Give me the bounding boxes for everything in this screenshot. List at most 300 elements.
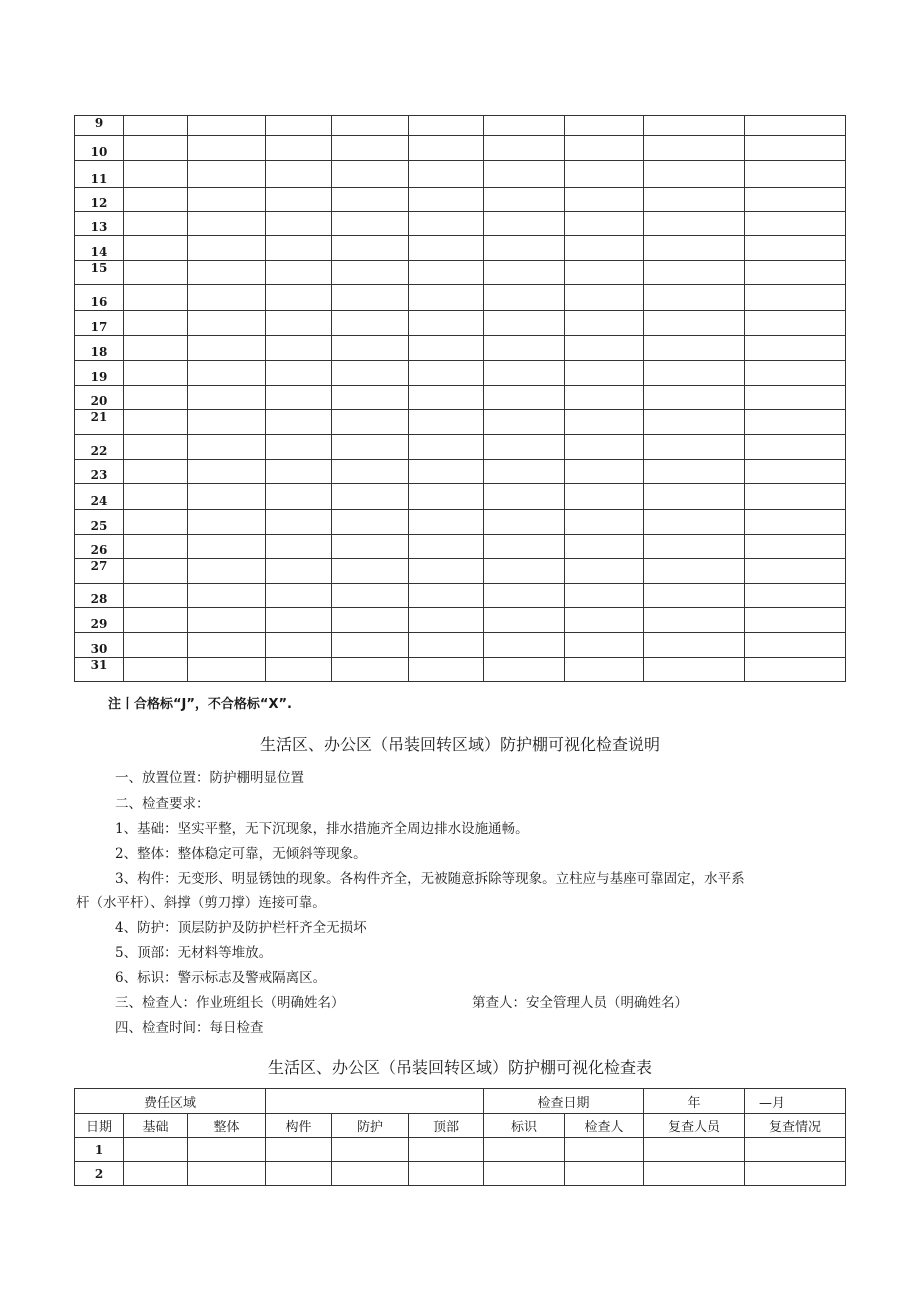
- check-cell[interactable]: [409, 116, 484, 136]
- check-cell[interactable]: [124, 658, 188, 682]
- check-cell[interactable]: [124, 116, 188, 136]
- day-number: 30: [75, 633, 124, 658]
- check-cell[interactable]: [266, 336, 332, 361]
- table-row: [75, 633, 846, 658]
- check-cell[interactable]: [266, 386, 332, 410]
- table-row: [75, 658, 846, 682]
- check-cell[interactable]: [745, 608, 846, 633]
- check-cell[interactable]: [644, 386, 745, 410]
- check-cell[interactable]: [409, 311, 484, 336]
- check-cell[interactable]: [484, 261, 565, 285]
- check-cell[interactable]: [565, 410, 644, 435]
- check-cell[interactable]: [644, 261, 745, 285]
- check-cell[interactable]: [644, 1162, 745, 1186]
- check-cell[interactable]: [484, 161, 565, 188]
- table-title: 生活区、办公区（吊装回转区域）防护棚可视化检查表: [267, 1058, 652, 1077]
- table-row: [75, 361, 846, 386]
- check-cell[interactable]: [484, 559, 565, 584]
- check-cell[interactable]: [332, 510, 409, 535]
- table-row: [75, 236, 846, 261]
- day-number: 14: [75, 236, 124, 261]
- check-cell[interactable]: [644, 136, 745, 161]
- check-cell[interactable]: [565, 161, 644, 188]
- check-cell[interactable]: [266, 410, 332, 435]
- check-cell[interactable]: [188, 261, 266, 285]
- month-label: —月: [745, 1089, 846, 1114]
- responsible-area-value[interactable]: [266, 1089, 484, 1114]
- check-cell[interactable]: [124, 236, 188, 261]
- check-cell[interactable]: [644, 336, 745, 361]
- table-row: [75, 559, 846, 584]
- check-cell[interactable]: [644, 188, 745, 212]
- header-reinspection-status: 复查情况: [745, 1114, 846, 1138]
- check-cell[interactable]: [188, 535, 266, 559]
- check-cell[interactable]: [332, 1138, 409, 1162]
- check-cell[interactable]: [745, 584, 846, 608]
- check-cell[interactable]: [745, 410, 846, 435]
- table-row: [75, 386, 846, 410]
- year-label: 年: [644, 1089, 745, 1114]
- check-cell[interactable]: [565, 136, 644, 161]
- check-cell[interactable]: [484, 460, 565, 484]
- check-cell[interactable]: [124, 484, 188, 510]
- check-cell[interactable]: [484, 188, 565, 212]
- check-cell[interactable]: [124, 311, 188, 336]
- check-cell[interactable]: [484, 1138, 565, 1162]
- check-cell[interactable]: [409, 336, 484, 361]
- check-cell[interactable]: [409, 236, 484, 261]
- check-cell[interactable]: [266, 188, 332, 212]
- inspection-table: [74, 1088, 846, 1186]
- check-cell[interactable]: [188, 608, 266, 633]
- header-reinspector: 复查人员: [644, 1114, 745, 1138]
- check-cell[interactable]: [565, 535, 644, 559]
- check-cell[interactable]: [644, 633, 745, 658]
- check-cell[interactable]: [565, 311, 644, 336]
- day-number: 31: [75, 658, 124, 682]
- check-cell[interactable]: [124, 161, 188, 188]
- table-row: [75, 161, 846, 188]
- check-cell[interactable]: [188, 236, 266, 261]
- table-row: [75, 1138, 846, 1162]
- table-row: [75, 116, 846, 136]
- daily-check-table-continued: [74, 115, 846, 682]
- check-cell[interactable]: [644, 1138, 745, 1162]
- day-number: 22: [75, 435, 124, 460]
- check-cell[interactable]: [565, 212, 644, 236]
- table-row: [75, 435, 846, 460]
- check-cell[interactable]: [565, 460, 644, 484]
- check-cell[interactable]: [124, 1138, 188, 1162]
- check-cell[interactable]: [644, 361, 745, 386]
- check-cell[interactable]: [565, 361, 644, 386]
- check-cell[interactable]: [124, 608, 188, 633]
- check-cell[interactable]: [332, 136, 409, 161]
- check-cell[interactable]: [188, 460, 266, 484]
- header-inspector: 检查人: [565, 1114, 644, 1138]
- check-cell[interactable]: [266, 584, 332, 608]
- day-number: 23: [75, 460, 124, 484]
- check-cell[interactable]: [188, 1138, 266, 1162]
- check-cell[interactable]: [484, 336, 565, 361]
- check-cell[interactable]: [188, 1162, 266, 1186]
- table-row: [75, 285, 846, 311]
- check-cell[interactable]: [565, 116, 644, 136]
- check-cell[interactable]: [644, 410, 745, 435]
- check-cell[interactable]: [409, 559, 484, 584]
- check-cell[interactable]: [565, 484, 644, 510]
- day-number: 21: [75, 410, 124, 435]
- check-cell[interactable]: [565, 1138, 644, 1162]
- check-cell[interactable]: [484, 285, 565, 311]
- check-cell[interactable]: [332, 188, 409, 212]
- check-cell[interactable]: [188, 311, 266, 336]
- table-row: [75, 136, 846, 161]
- day-number: 2: [75, 1162, 124, 1186]
- check-cell[interactable]: [745, 311, 846, 336]
- check-cell[interactable]: [124, 188, 188, 212]
- check-cell[interactable]: [332, 460, 409, 484]
- check-cell[interactable]: [266, 1138, 332, 1162]
- check-cell[interactable]: [124, 535, 188, 559]
- check-cell[interactable]: [409, 460, 484, 484]
- check-cell[interactable]: [409, 484, 484, 510]
- check-cell[interactable]: [484, 361, 565, 386]
- inspection-date-label: 检查日期: [484, 1089, 644, 1114]
- check-cell[interactable]: [409, 633, 484, 658]
- check-cell[interactable]: [332, 336, 409, 361]
- check-cell[interactable]: [266, 633, 332, 658]
- check-cell[interactable]: [644, 584, 745, 608]
- check-cell[interactable]: [409, 535, 484, 559]
- header-date: 日期: [75, 1114, 124, 1138]
- check-cell[interactable]: [409, 386, 484, 410]
- inspector-line: 三、检查人：作业班组长（明确姓名）: [115, 995, 345, 1011]
- check-cell[interactable]: [565, 285, 644, 311]
- table-row: [75, 261, 846, 285]
- requirement-overall: 2、整体：整体稳定可靠，无倾斜等现象。: [115, 846, 367, 862]
- check-cell[interactable]: [409, 410, 484, 435]
- check-cell[interactable]: [409, 435, 484, 460]
- check-cell[interactable]: [266, 460, 332, 484]
- day-number: 9: [75, 116, 124, 136]
- check-cell[interactable]: [409, 608, 484, 633]
- day-number: 19: [75, 361, 124, 386]
- check-cell[interactable]: [565, 584, 644, 608]
- check-cell[interactable]: [332, 212, 409, 236]
- check-cell[interactable]: [644, 608, 745, 633]
- check-cell[interactable]: [484, 1162, 565, 1186]
- check-cell[interactable]: [124, 336, 188, 361]
- check-cell[interactable]: [644, 116, 745, 136]
- check-cell[interactable]: [188, 361, 266, 386]
- check-cell[interactable]: [266, 212, 332, 236]
- check-cell[interactable]: [266, 261, 332, 285]
- check-cell[interactable]: [124, 510, 188, 535]
- check-cell[interactable]: [484, 386, 565, 410]
- check-cell[interactable]: [188, 484, 266, 510]
- table-row: [75, 484, 846, 510]
- check-cell[interactable]: [124, 435, 188, 460]
- day-number: 20: [75, 386, 124, 410]
- check-cell[interactable]: [745, 559, 846, 584]
- check-cell[interactable]: [644, 484, 745, 510]
- check-cell[interactable]: [409, 212, 484, 236]
- check-cell[interactable]: [409, 1138, 484, 1162]
- check-cell[interactable]: [409, 1162, 484, 1186]
- table-row: [75, 1162, 846, 1186]
- check-cell[interactable]: [266, 1162, 332, 1186]
- header-components: 构件: [266, 1114, 332, 1138]
- table-row: [75, 410, 846, 435]
- check-cell[interactable]: [565, 658, 644, 682]
- check-cell[interactable]: [565, 386, 644, 410]
- table-row: [75, 336, 846, 361]
- check-cell[interactable]: [266, 535, 332, 559]
- check-cell[interactable]: [124, 361, 188, 386]
- check-cell[interactable]: [332, 116, 409, 136]
- check-cell[interactable]: [124, 559, 188, 584]
- check-cell[interactable]: [124, 136, 188, 161]
- table-row: [75, 510, 846, 535]
- check-cell[interactable]: [266, 435, 332, 460]
- check-cell[interactable]: [565, 188, 644, 212]
- check-cell[interactable]: [266, 285, 332, 311]
- table-row: [75, 584, 846, 608]
- check-cell[interactable]: [188, 559, 266, 584]
- check-cell[interactable]: [124, 584, 188, 608]
- check-cell[interactable]: [124, 1162, 188, 1186]
- check-cell[interactable]: [188, 116, 266, 136]
- table-row: [75, 535, 846, 559]
- requirement-protection: 4、防护：顶层防护及防护栏杆齐全无损坏: [115, 920, 367, 936]
- check-cell[interactable]: [484, 136, 565, 161]
- check-cell[interactable]: [745, 435, 846, 460]
- day-number: 11: [75, 161, 124, 188]
- check-cell[interactable]: [332, 386, 409, 410]
- placement-line: 一、放置位置：防护棚明显位置: [115, 770, 304, 786]
- check-cell[interactable]: [565, 236, 644, 261]
- check-cell[interactable]: [332, 1162, 409, 1186]
- check-cell[interactable]: [332, 236, 409, 261]
- check-cell[interactable]: [644, 460, 745, 484]
- check-cell[interactable]: [484, 236, 565, 261]
- check-cell[interactable]: [266, 116, 332, 136]
- check-cell[interactable]: [409, 285, 484, 311]
- check-cell[interactable]: [332, 535, 409, 559]
- check-cell[interactable]: [644, 212, 745, 236]
- check-cell[interactable]: [745, 336, 846, 361]
- reinspector-line: 第查人：安全管理人员（明确姓名）: [472, 995, 688, 1011]
- check-cell[interactable]: [644, 559, 745, 584]
- check-cell[interactable]: [266, 236, 332, 261]
- check-cell[interactable]: [188, 658, 266, 682]
- check-cell[interactable]: [484, 608, 565, 633]
- check-cell[interactable]: [266, 608, 332, 633]
- check-cell[interactable]: [484, 510, 565, 535]
- day-number: 12: [75, 188, 124, 212]
- day-number: 15: [75, 261, 124, 285]
- check-cell[interactable]: [745, 116, 846, 136]
- requirements-heading: 二、检查要求：: [115, 796, 210, 812]
- requirement-signage: 6、标识：警示标志及警戒隔离区。: [115, 970, 327, 986]
- check-cell[interactable]: [266, 559, 332, 584]
- check-cell[interactable]: [745, 510, 846, 535]
- check-cell[interactable]: [188, 188, 266, 212]
- check-cell[interactable]: [745, 1138, 846, 1162]
- check-cell[interactable]: [332, 584, 409, 608]
- check-cell[interactable]: [188, 386, 266, 410]
- check-cell[interactable]: [745, 658, 846, 682]
- check-cell[interactable]: [644, 161, 745, 188]
- check-cell[interactable]: [745, 633, 846, 658]
- table-row: [75, 608, 846, 633]
- check-cell[interactable]: [484, 116, 565, 136]
- check-cell[interactable]: [745, 484, 846, 510]
- check-cell[interactable]: [484, 484, 565, 510]
- check-cell[interactable]: [745, 386, 846, 410]
- requirement-top: 5、顶部：无材料等堆放。: [115, 945, 273, 961]
- legend-note: 注丨合格标“J”，不合格标“X”.: [108, 697, 292, 712]
- check-cell[interactable]: [124, 460, 188, 484]
- check-cell[interactable]: [745, 236, 846, 261]
- day-number: 25: [75, 510, 124, 535]
- check-cell[interactable]: [188, 410, 266, 435]
- check-cell[interactable]: [332, 608, 409, 633]
- check-cell[interactable]: [266, 136, 332, 161]
- check-cell[interactable]: [188, 336, 266, 361]
- check-cell[interactable]: [409, 161, 484, 188]
- check-cell[interactable]: [565, 261, 644, 285]
- check-cell[interactable]: [745, 285, 846, 311]
- check-cell[interactable]: [745, 1162, 846, 1186]
- check-cell[interactable]: [332, 559, 409, 584]
- check-cell[interactable]: [644, 236, 745, 261]
- check-cell[interactable]: [332, 633, 409, 658]
- check-cell[interactable]: [266, 510, 332, 535]
- check-cell[interactable]: [188, 161, 266, 188]
- check-cell[interactable]: [332, 285, 409, 311]
- check-cell[interactable]: [124, 212, 188, 236]
- check-cell[interactable]: [565, 608, 644, 633]
- check-cell[interactable]: [745, 460, 846, 484]
- check-cell[interactable]: [188, 136, 266, 161]
- check-cell[interactable]: [745, 361, 846, 386]
- check-cell[interactable]: [266, 484, 332, 510]
- check-cell[interactable]: [484, 311, 565, 336]
- check-cell[interactable]: [745, 535, 846, 559]
- check-cell[interactable]: [644, 658, 745, 682]
- check-cell[interactable]: [484, 410, 565, 435]
- check-cell[interactable]: [565, 435, 644, 460]
- check-cell[interactable]: [188, 510, 266, 535]
- check-cell[interactable]: [644, 535, 745, 559]
- check-cell[interactable]: [644, 285, 745, 311]
- day-number: 18: [75, 336, 124, 361]
- check-cell[interactable]: [484, 584, 565, 608]
- check-cell[interactable]: [565, 1162, 644, 1186]
- check-cell[interactable]: [124, 633, 188, 658]
- check-cell[interactable]: [124, 285, 188, 311]
- requirement-components-line2: 杆（水平杆）、斜撑（剪刀撑）连接可靠。: [76, 895, 326, 911]
- check-cell[interactable]: [484, 535, 565, 559]
- day-number: 27: [75, 559, 124, 584]
- day-number: 1: [75, 1138, 124, 1162]
- table-row: [75, 188, 846, 212]
- check-cell[interactable]: [332, 658, 409, 682]
- day-number: 24: [75, 484, 124, 510]
- check-cell[interactable]: [188, 285, 266, 311]
- check-cell[interactable]: [409, 510, 484, 535]
- check-cell[interactable]: [266, 161, 332, 188]
- check-cell[interactable]: [409, 136, 484, 161]
- check-cell[interactable]: [332, 311, 409, 336]
- day-number: 29: [75, 608, 124, 633]
- check-cell[interactable]: [644, 311, 745, 336]
- day-number: 17: [75, 311, 124, 336]
- check-cell[interactable]: [745, 136, 846, 161]
- check-cell[interactable]: [332, 435, 409, 460]
- check-cell[interactable]: [332, 161, 409, 188]
- header-top: 顶部: [409, 1114, 484, 1138]
- check-cell[interactable]: [266, 311, 332, 336]
- check-cell[interactable]: [409, 261, 484, 285]
- check-cell[interactable]: [745, 212, 846, 236]
- check-cell[interactable]: [332, 484, 409, 510]
- check-cell[interactable]: [644, 510, 745, 535]
- check-cell[interactable]: [745, 161, 846, 188]
- check-cell[interactable]: [409, 658, 484, 682]
- check-cell[interactable]: [124, 261, 188, 285]
- check-cell[interactable]: [484, 435, 565, 460]
- table-row: [75, 311, 846, 336]
- day-number: 28: [75, 584, 124, 608]
- check-cell[interactable]: [188, 435, 266, 460]
- check-cell[interactable]: [484, 633, 565, 658]
- header-protection: 防护: [332, 1114, 409, 1138]
- day-number: 16: [75, 285, 124, 311]
- day-number: 13: [75, 212, 124, 236]
- check-cell[interactable]: [565, 559, 644, 584]
- check-cell[interactable]: [266, 658, 332, 682]
- check-cell[interactable]: [745, 261, 846, 285]
- check-cell[interactable]: [409, 361, 484, 386]
- check-cell[interactable]: [188, 584, 266, 608]
- check-cell[interactable]: [565, 633, 644, 658]
- check-cell[interactable]: [188, 212, 266, 236]
- check-cell[interactable]: [332, 261, 409, 285]
- check-cell[interactable]: [332, 410, 409, 435]
- check-cell[interactable]: [409, 584, 484, 608]
- requirement-components-line1: 3、构件：无变形、明显锈蚀的现象。各构件齐全，无被随意拆除等现象。立柱应与基座可靠固定，水平系: [115, 871, 745, 887]
- check-cell[interactable]: [484, 212, 565, 236]
- day-number: 10: [75, 136, 124, 161]
- table-row: [75, 460, 846, 484]
- check-cell[interactable]: [124, 386, 188, 410]
- check-cell[interactable]: [266, 361, 332, 386]
- check-cell[interactable]: [188, 633, 266, 658]
- day-number: 26: [75, 535, 124, 559]
- check-cell[interactable]: [409, 188, 484, 212]
- check-cell[interactable]: [565, 510, 644, 535]
- check-cell[interactable]: [332, 361, 409, 386]
- check-cell[interactable]: [644, 435, 745, 460]
- check-cell[interactable]: [484, 658, 565, 682]
- check-cell[interactable]: [565, 336, 644, 361]
- check-cell[interactable]: [745, 188, 846, 212]
- table-row: [75, 212, 846, 236]
- check-cell[interactable]: [124, 410, 188, 435]
